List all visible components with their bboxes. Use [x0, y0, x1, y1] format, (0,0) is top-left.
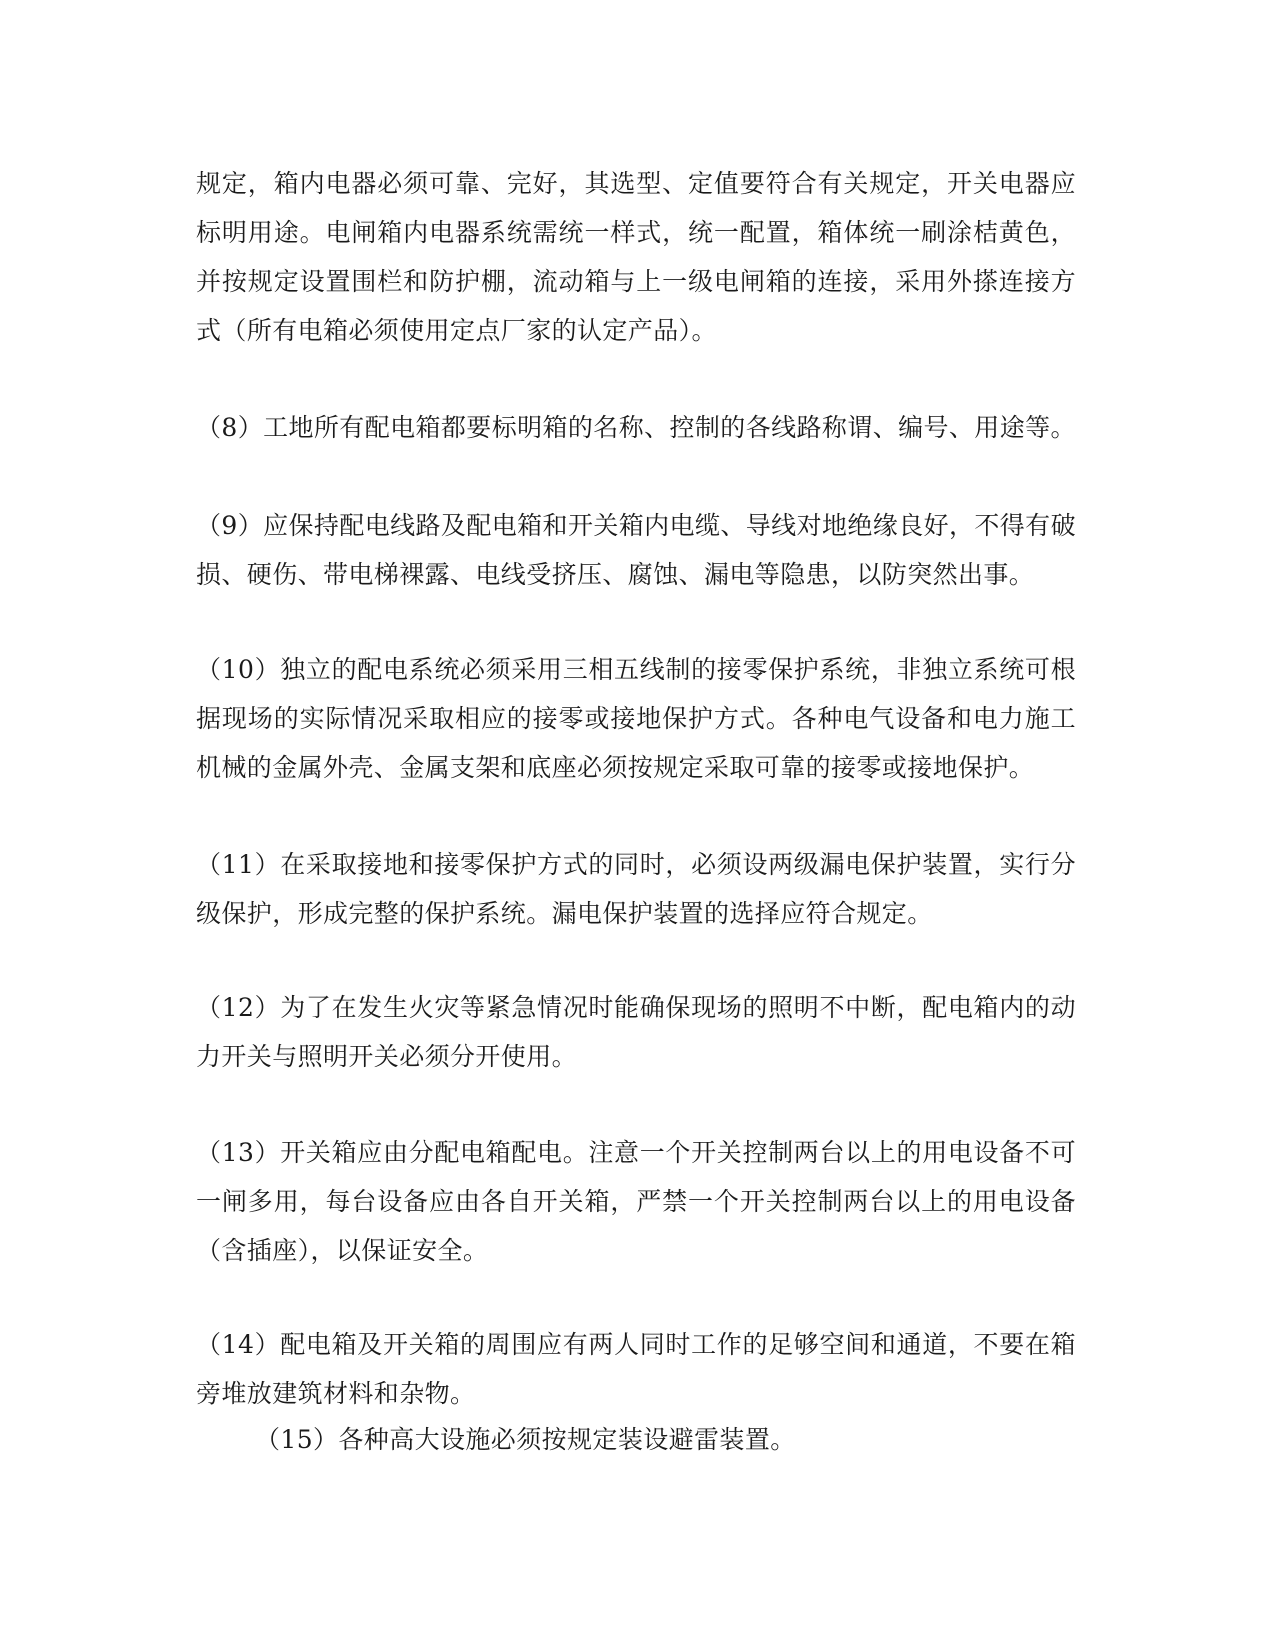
- paragraph-item-14: （14）配电箱及开关箱的周围应有两人同时工作的足够空间和通道，不要在箱旁堆放建筑材料和杂物。: [196, 1330, 1076, 1408]
- paragraph-item-11: （11）在采取接地和接零保护方式的同时，必须设两级漏电保护装置，实行分级保护，形成完整的保护系统。漏电保护装置的选择应符合规定。: [196, 850, 1076, 928]
- paragraph-item-13: （13）开关箱应由分配电箱配电。注意一个开关控制两台以上的用电设备不可一闸多用，每台设备应由各自开关箱，严禁一个开关控制两台以上的用电设备（含插座），以保证安全。: [196, 1138, 1076, 1265]
- paragraph-item-10: （10）独立的配电系统必须采用三相五线制的接零保护系统，非独立系统可根据现场的实际情况采取相应的接零或接地保护方式。各种电气设备和电力施工机械的金属外壳、金属支架和底座必须按规定采取可靠的接零或接地保护。: [196, 655, 1076, 782]
- paragraph-item-15: （15）各种高大设施必须按规定装设避雷装置。: [255, 1425, 796, 1454]
- paragraph-item-8: （8）工地所有配电箱都要标明箱的名称、控制的各线路称谓、编号、用途等。: [196, 413, 1076, 442]
- paragraph-item-9: （9）应保持配电线路及配电箱和开关箱内电缆、导线对地绝缘良好，不得有破损、硬伤、带电梯裸露、电线受挤压、腐蚀、漏电等隐患，以防突然出事。: [196, 511, 1076, 589]
- paragraph-continuation: 规定，箱内电器必须可靠、完好，其选型、定值要符合有关规定，开关电器应标明用途。电闸箱内电器系统需统一样式，统一配置，箱体统一刷涂桔黄色，并按规定设置围栏和防护棚，流动箱与上一级电闸箱的连接，采用外搽连接方式（所有电箱必须使用定点厂家的认定产品）。: [196, 169, 1076, 345]
- paragraph-item-12: （12）为了在发生火灾等紧急情况时能确保现场的照明不中断，配电箱内的动力开关与照明开关必须分开使用。: [196, 993, 1076, 1071]
